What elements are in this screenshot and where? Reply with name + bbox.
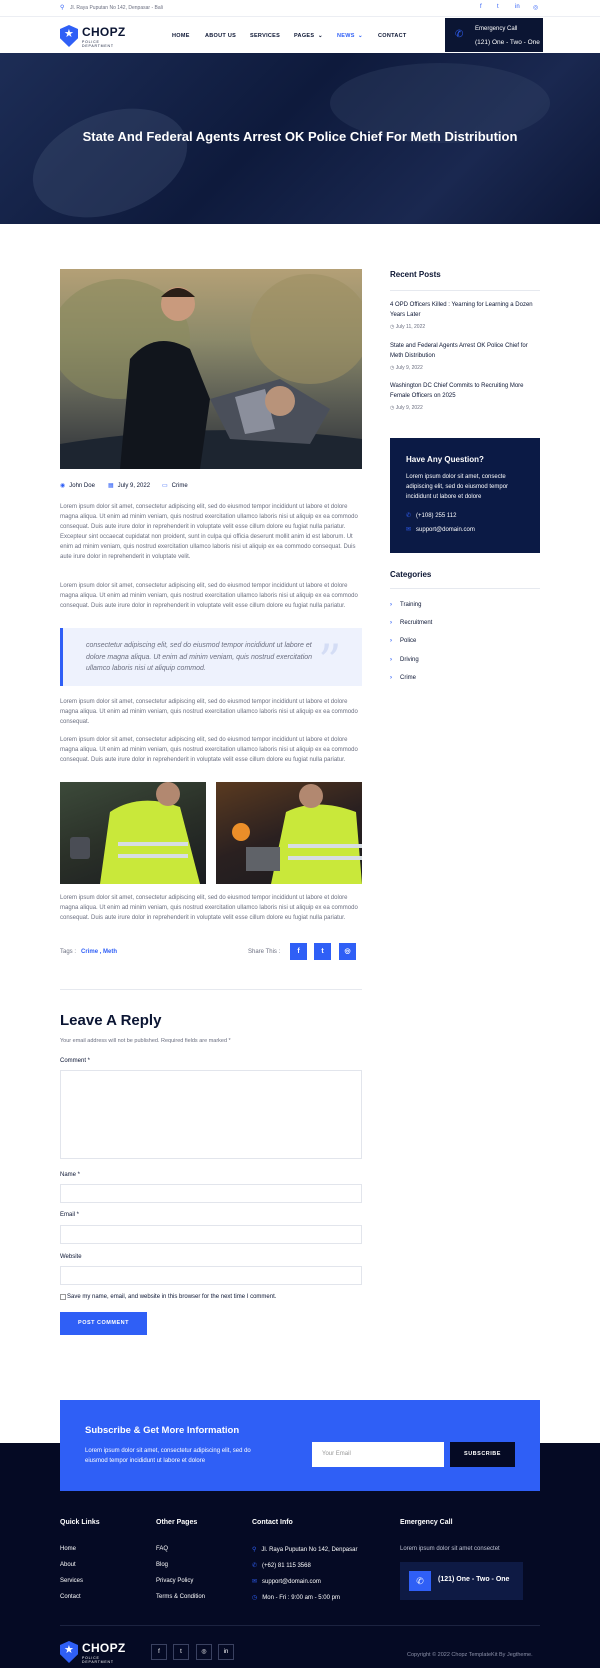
category-item[interactable]: › Driving [390, 657, 419, 663]
categories-title: Categories [390, 570, 432, 579]
nav-home[interactable]: HOME [172, 33, 190, 39]
logo[interactable]: ★ CHOPZ POLICE DEPARTMENT [60, 24, 130, 48]
recent-posts-title: Recent Posts [390, 270, 441, 279]
copyright: Copyright © 2022 Chopz TemplateKit By Jegtheme. [407, 1652, 533, 1658]
star-icon: ★ [64, 28, 74, 40]
article-paragraph: Lorem ipsum dolor sit amet, consectetur adipiscing elit, sed do eiusmod tempor incididunt ut labore et dolore magna aliqua. Ut enim ad minim veniam, quis nostrud exercitation ullamco laboris nisi ut aliquip ex ea commodo consequat. Duis aute irure dolor in reprehenderit in voluptate velit esse cillum dolore eu fugiat nulla pariatur. Excepteur sint occaecat cupidatat non proident, sunt in culpa qui officia deserunt mollit anim id est laborum. Ut enim ad minim veniam, quis nostrud exercitation ullamco laboris nisi ut aliquip ex ea commodo consequat. Duis aute irure dolor in reprehenderit in voluptate velit. [60, 504, 358, 560]
article-paragraph: Lorem ipsum dolor sit amet, consectetur adipiscing elit, sed do eiusmod tempor incididunt ut labore et dolore magna aliqua. Ut enim ad minim veniam, quis nostrud exercitation ullamco laboris nisi ut aliquip ex ea commodo consequat. [60, 699, 358, 725]
category-item[interactable]: › Crime [390, 675, 416, 681]
footer-logo[interactable]: ★ CHOPZ POLICE DEPARTMENT [60, 1640, 130, 1664]
top-address: Jl. Raya Puputan No 142, Denpasar - Bali [70, 5, 163, 11]
chevron-right-icon: › [390, 675, 392, 681]
footer-heading: Contact Info [252, 1519, 293, 1526]
clock-icon: ◷ [252, 1595, 258, 1601]
comment-label: Comment * [60, 1058, 91, 1064]
question-title: Have Any Question? [406, 455, 484, 464]
divider [390, 290, 540, 291]
twitter-icon[interactable]: t [173, 1644, 189, 1660]
divider [390, 588, 540, 589]
nav-pages[interactable]: PAGES [294, 33, 315, 39]
save-info-checkbox[interactable] [60, 1294, 66, 1300]
linkedin-icon[interactable]: in [218, 1644, 234, 1660]
subscribe-button[interactable]: SUBSCRIBE [450, 1442, 515, 1467]
footer-link[interactable]: Home [60, 1546, 77, 1552]
recent-post-date: ◷ July 11, 2022 [390, 324, 426, 330]
chevron-right-icon: › [390, 638, 392, 644]
recent-post-date: ◷ July 9, 2022 [390, 365, 423, 371]
footer-link[interactable]: FAQ [156, 1546, 169, 1552]
article-paragraph: Lorem ipsum dolor sit amet, consectetur adipiscing elit, sed do eiusmod tempor incididunt ut labore et dolore magna aliqua. Ut enim ad minim veniam, quis nostrud exercitation ullamco laboris nisi ut aliquip ex ea commodo consequat. Duis aute irure dolor in reprehenderit in voluptate velit esse cillum dolore eu fugiat nulla pariatur. [60, 737, 358, 763]
footer-link[interactable]: Services [60, 1578, 84, 1584]
chevron-down-icon: ⌄ [318, 33, 323, 39]
twitter-icon[interactable]: t [497, 4, 499, 10]
nav-about[interactable]: ABOUT US [205, 33, 237, 39]
footer-heading: Emergency Call [400, 1519, 453, 1526]
save-info-label: Save my name, email, and website in this browser for the next time I comment. [67, 1294, 277, 1300]
email-field[interactable] [60, 1225, 362, 1244]
article-paragraph: Lorem ipsum dolor sit amet, consectetur adipiscing elit, sed do eiusmod tempor incididunt ut labore et dolore magna aliqua. Ut enim ad minim veniam, quis nostrud exercitation ullamco laboris nisi ut aliquip ex ea commodo consequat. Duis aute irure dolor in reprehenderit in voluptate velit esse cillum dolore eu fugiat nulla pariatur. [60, 895, 358, 921]
hero-background [18, 89, 203, 224]
divider [60, 1625, 540, 1626]
phone-icon: ✆ [409, 1571, 431, 1591]
blockquote [60, 628, 362, 686]
page-title: State And Federal Agents Arrest OK Police Chief For Meth Distribution [82, 129, 518, 144]
recent-post-link[interactable]: 4 OPD Officers Killed : Yearning for Learning a Dozen Years Later [390, 302, 533, 318]
location-icon: ⚲ [60, 5, 65, 11]
footer-link[interactable]: Contact [60, 1594, 81, 1600]
facebook-icon[interactable]: f [290, 943, 307, 960]
footer-link[interactable]: Privacy Policy [156, 1578, 194, 1584]
meta-date: ▦ July 9, 2022 [108, 483, 151, 489]
chevron-right-icon: › [390, 602, 392, 608]
subscribe-email-input[interactable]: Your Email [312, 1442, 444, 1467]
name-label: Name * [60, 1172, 81, 1178]
nav-services[interactable]: SERVICES [250, 33, 281, 39]
location-icon: ⚲ [252, 1547, 257, 1553]
instagram-icon[interactable]: ◎ [196, 1644, 212, 1660]
whatsapp-icon[interactable]: ◎ [339, 943, 356, 960]
facebook-icon[interactable]: f [480, 4, 482, 10]
chevron-right-icon: › [390, 620, 392, 626]
recent-post-link[interactable]: Washington DC Chief Commits to Recruiting More Female Officers on 2025 [390, 383, 524, 399]
clock-icon: ◷ [390, 365, 396, 371]
subscribe-banner [60, 1400, 540, 1491]
phone-icon: ✆ [406, 513, 412, 519]
divider [60, 989, 362, 990]
footer-link[interactable]: Blog [156, 1562, 169, 1568]
article-image [60, 269, 362, 469]
star-icon: ★ [64, 1644, 74, 1656]
tag-links[interactable]: Crime , Meth [81, 949, 118, 955]
mail-icon: ✉ [252, 1579, 258, 1585]
question-text: Lorem ipsum dolor sit amet, consecte adipiscing elit, sed do eiusmod tempor incididunt ut labore et dolore [406, 474, 509, 500]
footer-heading: Quick Links [60, 1519, 100, 1526]
article-image-left [60, 782, 206, 884]
article-paragraph: Lorem ipsum dolor sit amet, consectetur adipiscing elit, sed do eiusmod tempor incididunt ut labore et dolore magna aliqua. Ut enim ad minim veniam, quis nostrud exercitation ullamco laboris nisi ut aliquip ex ea commodo consequat. Duis aute irure dolor in reprehenderit in voluptate velit esse cillum dolore eu fugiat nulla pariatur. [60, 583, 358, 609]
folder-icon: ▭ [162, 483, 168, 489]
footer-emergency-box[interactable]: ✆ (121) One - Two - One [400, 1562, 523, 1600]
website-label: Website [60, 1254, 82, 1260]
question-phone[interactable]: ✆ (+108) 255 112 [406, 513, 457, 519]
question-email[interactable]: ✉ support@domain.com [406, 527, 475, 533]
footer-contact[interactable]: ✆ (+62) 81 115 3568 [252, 1563, 311, 1569]
hero-banner [0, 53, 600, 224]
footer-link[interactable]: Terms & Condition [156, 1594, 206, 1600]
nav-news[interactable]: NEWS [337, 33, 355, 39]
quote-text: consectetur adipiscing elit, sed do eiusmod tempor incididunt ut labore et dolore magna aliqua. Ut enim ad minim veniam, quis nostrud exercitation ullamco laboris nisi ut aliquip commod. [86, 642, 313, 672]
linkedin-icon[interactable]: in [515, 4, 520, 10]
footer-contact: ⚲ Jl. Raya Puputan No 142, Denpasar [252, 1547, 358, 1553]
phone-icon: ✆ [252, 1563, 258, 1569]
category-item[interactable]: › Police [390, 638, 417, 644]
name-field[interactable] [60, 1184, 362, 1203]
top-bar [0, 0, 600, 17]
reply-note: Your email address will not be published. Required fields are marked * [60, 1038, 231, 1044]
quote-icon: ” [318, 634, 342, 688]
clock-icon: ◷ [390, 405, 396, 411]
emergency-call-box[interactable]: ✆ Emergency Call (121) One - Two - One [445, 18, 543, 52]
chevron-down-icon: ⌄ [358, 33, 363, 39]
category-item[interactable]: › Training [390, 602, 422, 608]
chevron-right-icon: › [390, 657, 392, 663]
recent-post-link[interactable]: State and Federal Agents Arrest OK Police Chief for Meth Distribution [390, 343, 528, 359]
meta-author[interactable]: ◉ John Doe [60, 483, 95, 489]
clock-icon: ◷ [390, 324, 396, 330]
article-image-right [216, 782, 362, 884]
nav-contact[interactable]: CONTACT [378, 33, 407, 39]
footer-heading: Other Pages [156, 1519, 198, 1526]
footer-emergency-text: Lorem ipsum dolor sit amet consectet [400, 1546, 500, 1552]
meta-category[interactable]: ▭ Crime [162, 483, 188, 489]
twitter-icon[interactable]: t [314, 943, 331, 960]
phone-icon: ✆ [455, 29, 464, 40]
footer-link[interactable]: About [60, 1562, 76, 1568]
user-icon: ◉ [60, 483, 66, 489]
email-label: Email * [60, 1212, 80, 1218]
footer-contact[interactable]: ✉ support@domain.com [252, 1579, 321, 1585]
footer-contact: ◷ Mon - Fri : 9:00 am - 5:00 pm [252, 1595, 340, 1601]
instagram-icon[interactable]: ◎ [533, 5, 539, 11]
subscribe-text: Lorem ipsum dolor sit amet, consectetur adipiscing elit, sed do eiusmod tempor incididunt ut labore et dolore [85, 1448, 251, 1464]
subscribe-title: Subscribe & Get More Information [85, 1425, 240, 1436]
reply-title: Leave A Reply [60, 1012, 162, 1029]
website-field[interactable] [60, 1266, 362, 1285]
facebook-icon[interactable]: f [151, 1644, 167, 1660]
share-label: Share This : [248, 949, 281, 955]
post-comment-button[interactable]: POST COMMENT [60, 1312, 147, 1335]
recent-post-date: ◷ July 9, 2022 [390, 405, 423, 411]
question-box [390, 438, 540, 553]
calendar-icon: ▦ [108, 483, 114, 489]
mail-icon: ✉ [406, 527, 412, 533]
tags-row: Tags : Crime , Meth [60, 949, 118, 955]
comment-textarea[interactable] [60, 1070, 362, 1159]
category-item[interactable]: › Recruitment [390, 620, 433, 626]
